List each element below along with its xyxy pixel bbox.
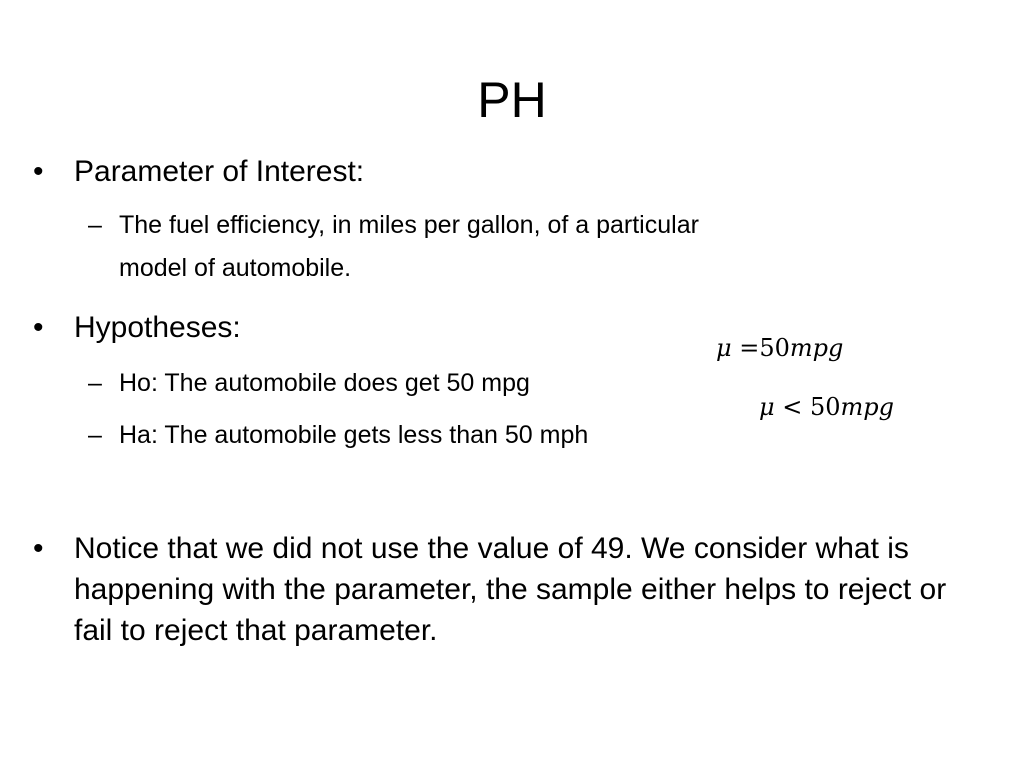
bullet-dot: • bbox=[33, 532, 44, 565]
ho-text: Ho: The automobile does get 50 mpg bbox=[119, 369, 530, 397]
bullet-dot: • bbox=[33, 155, 44, 188]
null-value: 50 bbox=[759, 334, 790, 362]
dash-glyph: – bbox=[88, 211, 102, 239]
slide-title: PH bbox=[477, 72, 547, 128]
null-unit: mpg bbox=[789, 334, 844, 362]
parameter-detail-line2: model of automobile. bbox=[119, 254, 352, 282]
alternative-unit: mpg bbox=[840, 393, 895, 421]
ha-text: Ha: The automobile gets less than 50 mph bbox=[119, 421, 589, 449]
dash-glyph: – bbox=[88, 421, 102, 449]
bullet-dot: • bbox=[33, 311, 44, 344]
dash-glyph: – bbox=[88, 369, 102, 397]
parameter-detail-line1: The fuel efficiency, in miles per gallon, of a particular bbox=[119, 211, 699, 239]
notice-text: Notice that we did not use the value of 49. We consider what is happening with the parameter, the sample either helps to reject or fail to reject that parameter. bbox=[74, 532, 947, 647]
mu-symbol: μ bbox=[716, 334, 732, 362]
alternative-hypothesis-equation bbox=[759, 392, 894, 422]
mu-symbol: μ bbox=[759, 393, 775, 421]
parameter-heading: Parameter of Interest: bbox=[74, 155, 365, 188]
alternative-value: 50 bbox=[810, 393, 841, 421]
null-hypothesis-equation bbox=[716, 333, 843, 363]
hypotheses-heading: Hypotheses: bbox=[74, 311, 241, 344]
equals-operator: = bbox=[739, 334, 760, 362]
less-than-operator: < bbox=[782, 393, 803, 421]
